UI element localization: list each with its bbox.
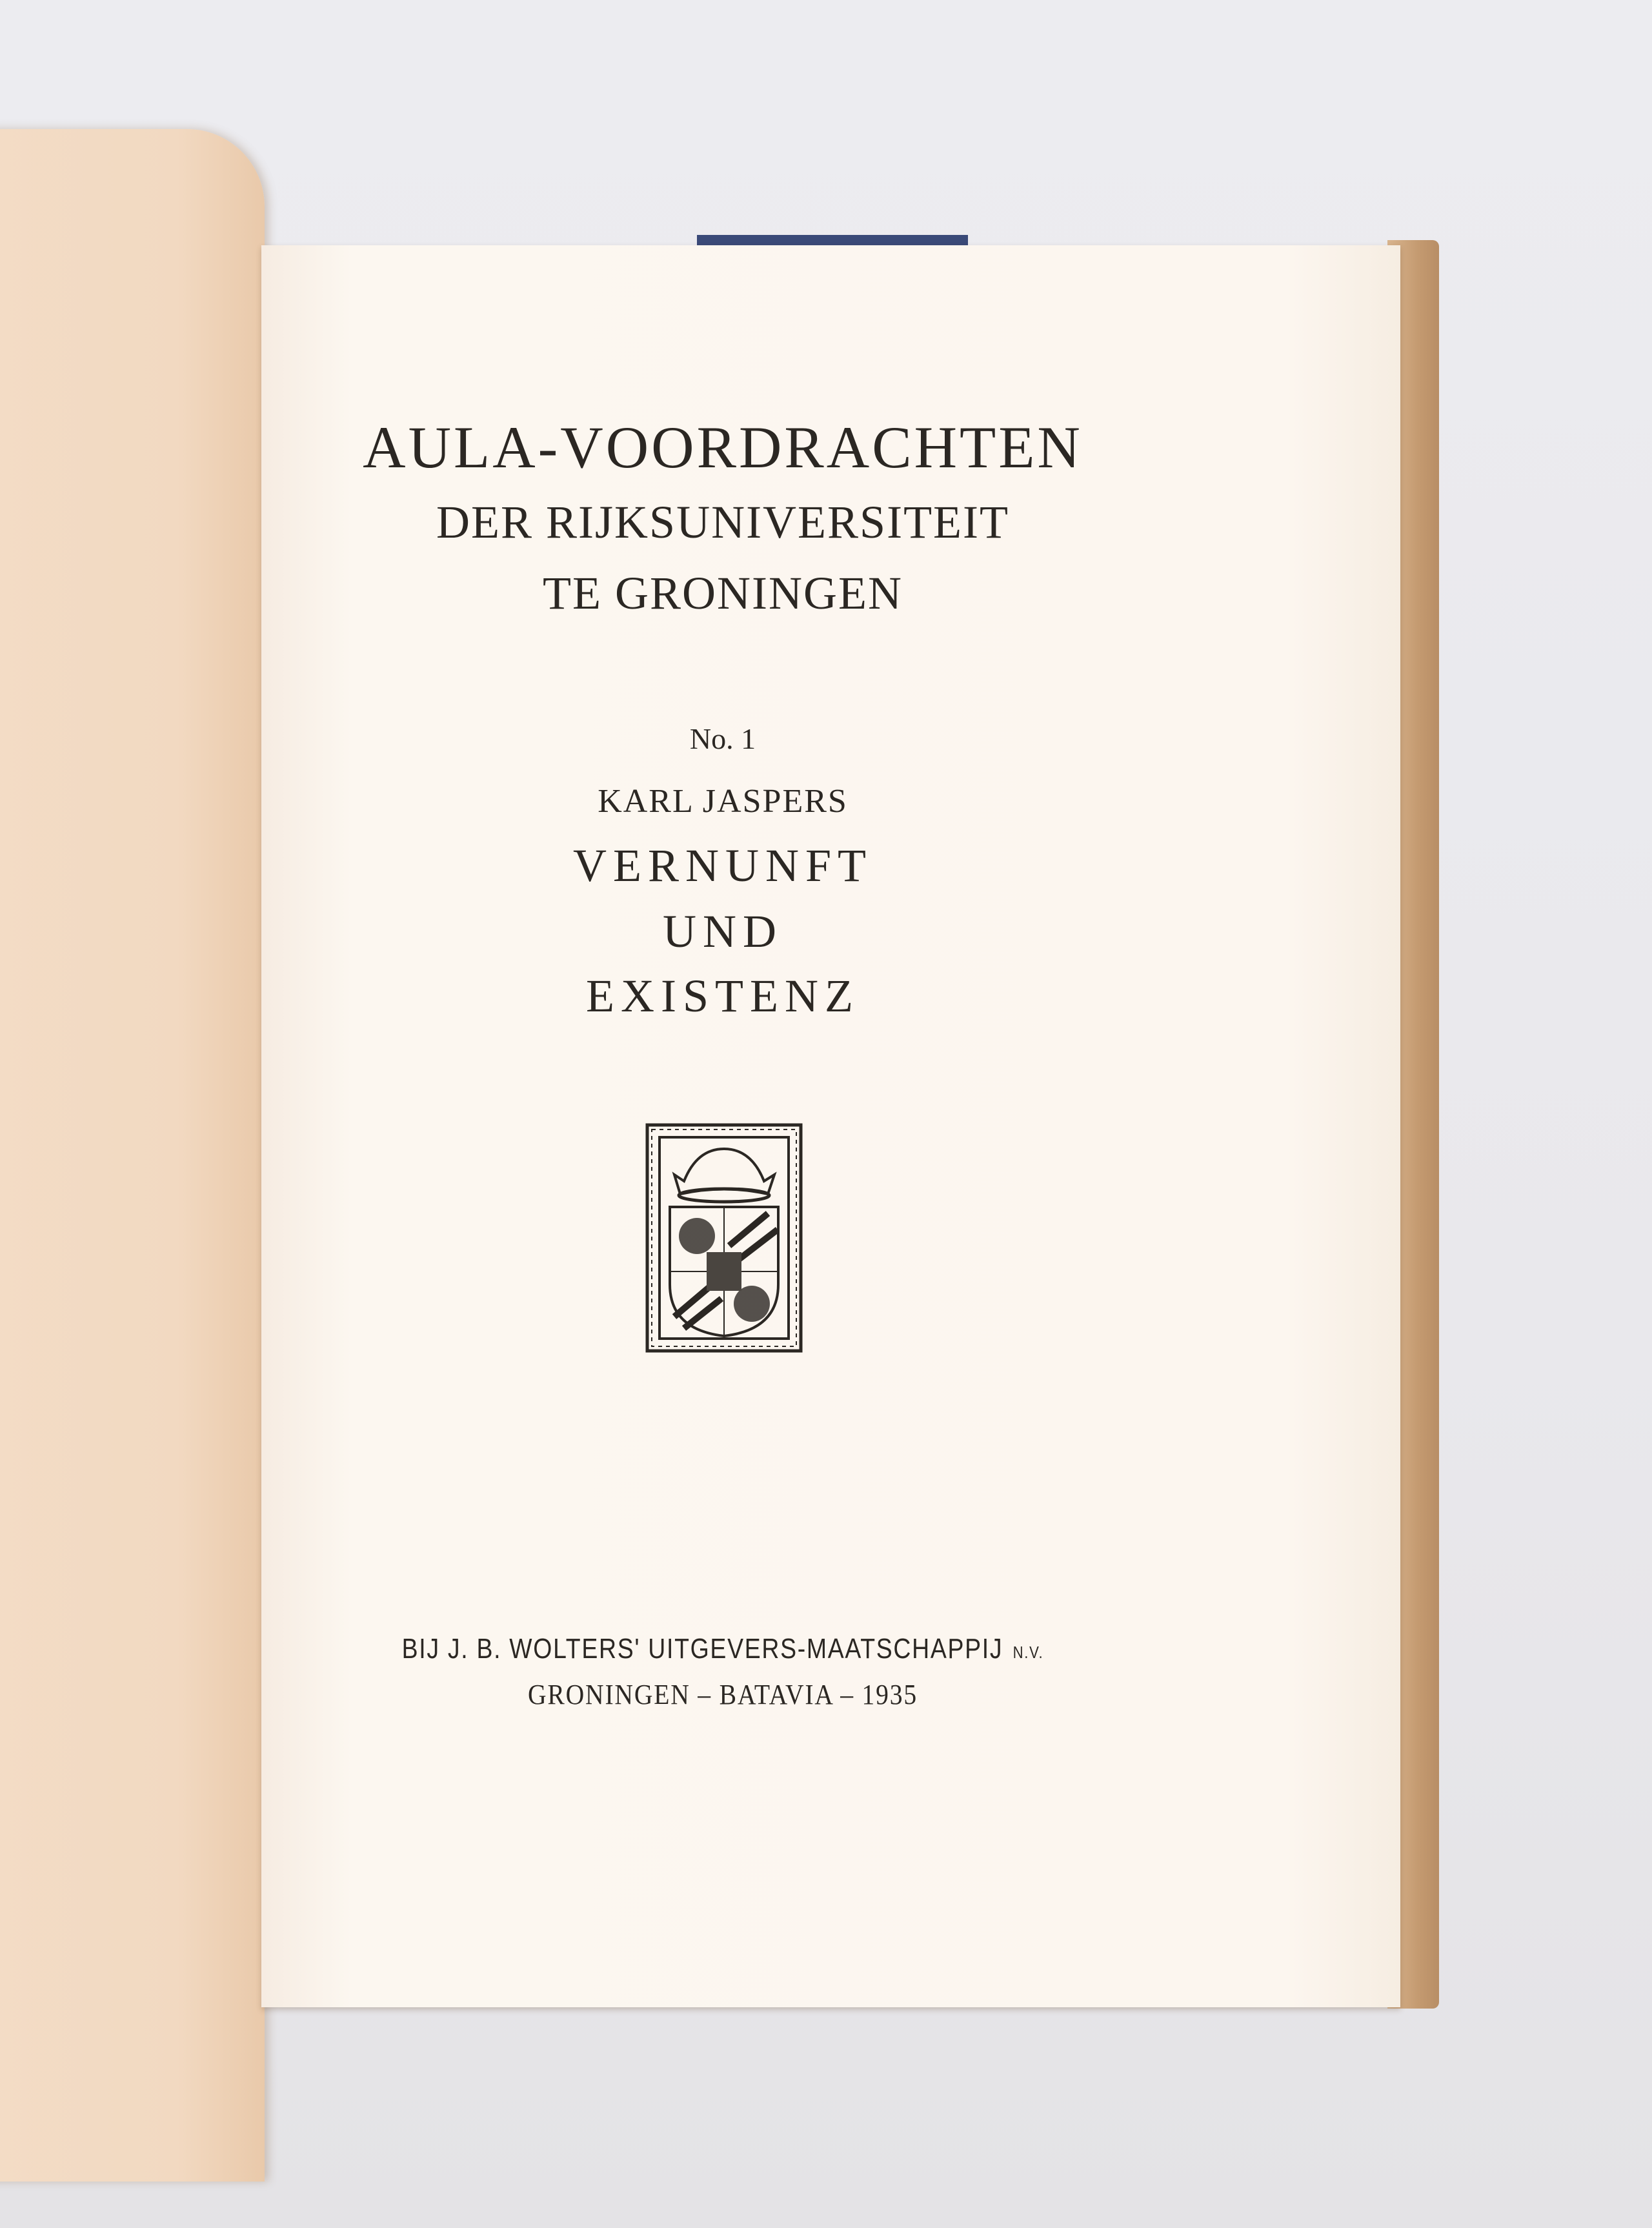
publisher-line (108, 1633, 1337, 1665)
author: KARL JASPERS (598, 783, 848, 820)
publisher-name: BIJ J. B. WOLTERS' UITGEVERS-MAATSCHAPPIJ (401, 1633, 1003, 1665)
volume-number: No. 1 (689, 722, 756, 755)
coat-of-arms-icon (645, 1123, 803, 1353)
work-title-line-3: EXISTENZ (586, 970, 860, 1022)
publisher-suffix: N.V. (1012, 1643, 1044, 1662)
imprint-line: GRONINGEN – BATAVIA – 1935 (528, 1679, 918, 1710)
institution-line-2: TE GRONINGEN (543, 567, 903, 619)
work-title-line-1: VERNUNFT (572, 840, 872, 891)
institution-line-1: DER RIJKSUNIVERSITEIT (436, 496, 1009, 548)
series-title: AULA-VOORDRACHTEN (363, 414, 1083, 480)
work-title-line-2: UND (663, 906, 783, 957)
